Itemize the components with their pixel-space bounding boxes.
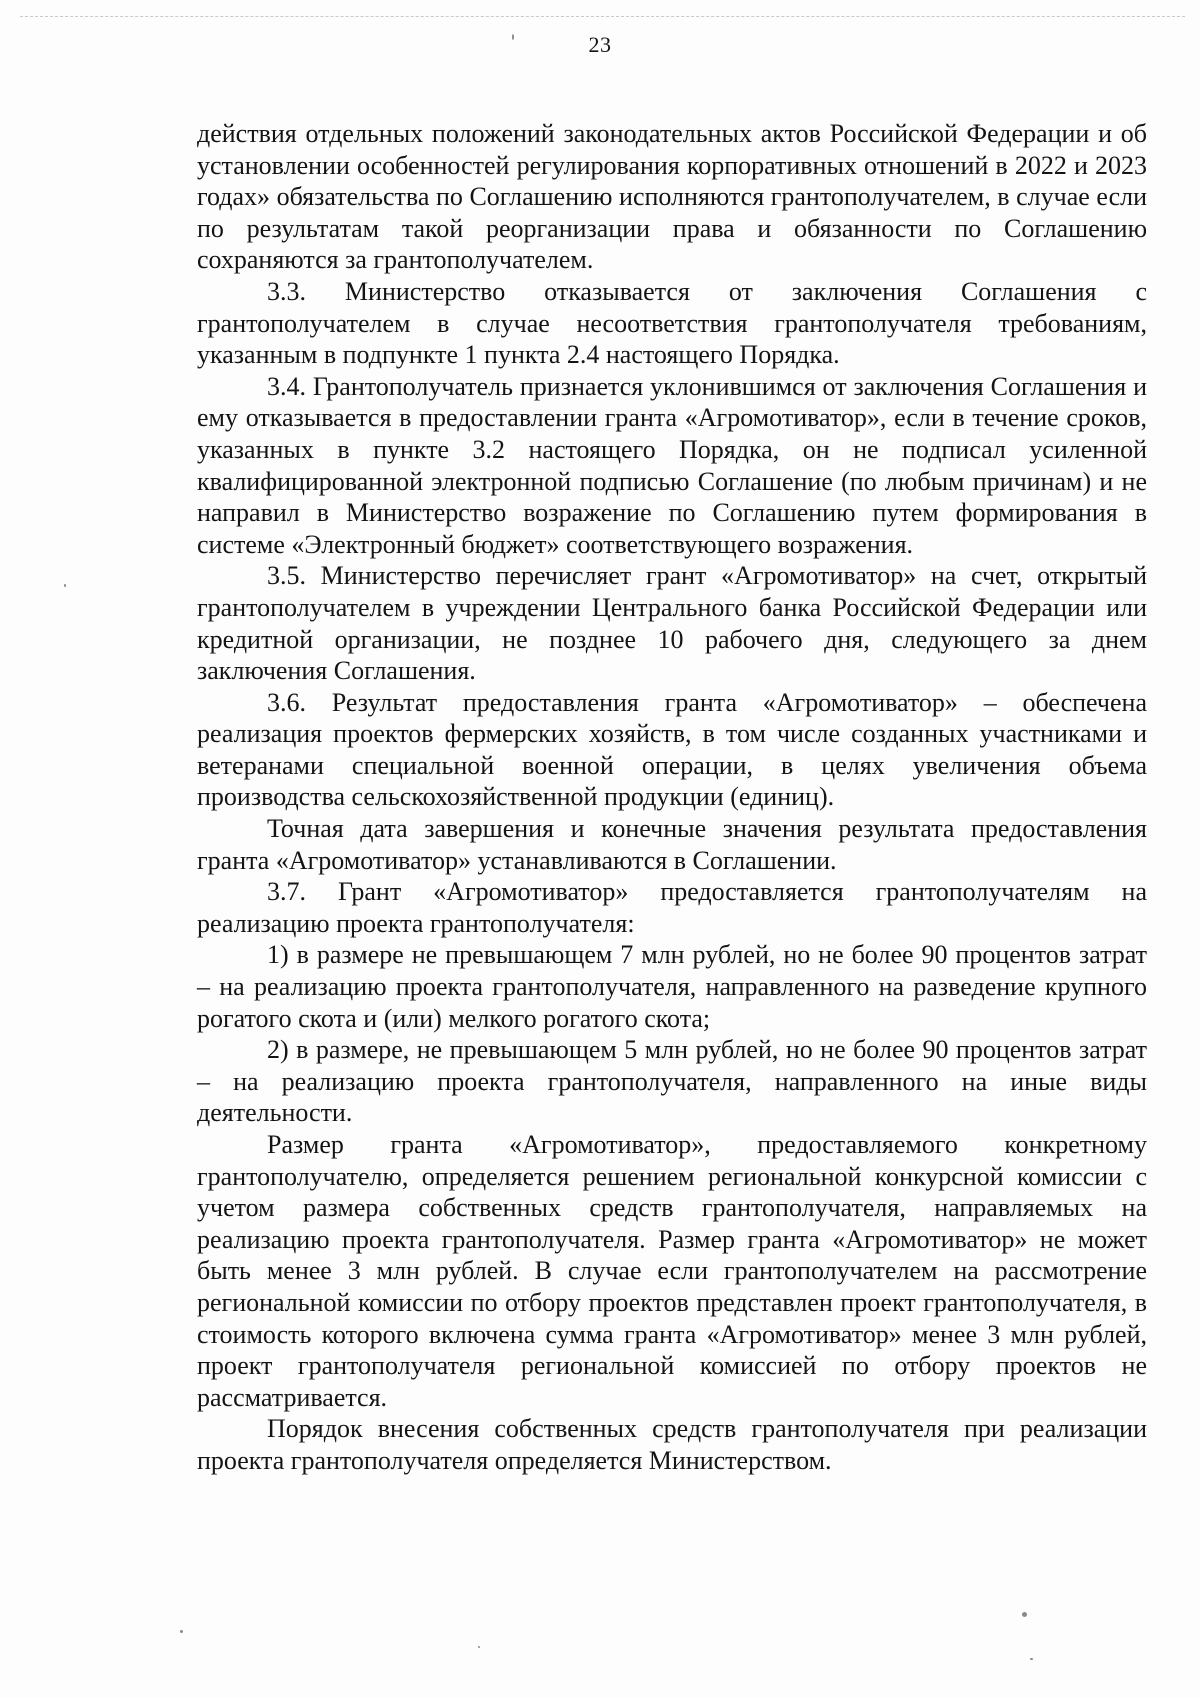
scan-speck (478, 1646, 480, 1648)
paragraph-result-date: Точная дата завершения и конечные значения результата предоставления гранта «Агромотиватор» устанавливаются в Соглашении. (197, 814, 1147, 875)
scan-top-edge (20, 16, 1185, 17)
paragraph-3-5: 3.5. Министерство перечисляет грант «Агромотиватор» на счет, открытый грантополучателем в учреждении Центрального банка Российской Федерации или кредитной организации, не позднее 10 рабочего дня, следующего за днем заключения Соглашения. (197, 561, 1147, 686)
paragraph-3-3: 3.3. Министерство отказывается от заключения Соглашения с грантополучателем в случае несоответствия грантополучателя требованиям, указанным в подпункте 1 пункта 2.4 настоящего Порядка. (197, 276, 1147, 370)
list-item-1: 1) в размере не превышающем 7 млн рублей, но не более 90 процентов затрат – на реализацию проекта грантополучателя, направленного на разведение крупного рогатого скота и (или) мелкого рогатого скота; (197, 940, 1147, 1033)
paragraph-3-7: 3.7. Грант «Агромотиватор» предоставляется грантополучателям на реализацию проекта грантополучателя: (197, 877, 1147, 938)
page-number: 23 (588, 32, 612, 57)
scan-speck (512, 34, 514, 40)
paragraph-grant-size: Размер гранта «Агромотиватор», предоставляемого конкретному грантополучателю, определяется решением региональной конкурсной комиссии с учетом размера собственных средств грантополучателя, направляемых на реализацию проекта грантополучателя. Размер гранта «Агромотиватор» не может быть менее 3 млн рублей. В случае если грантополучателем на рассмотрение региональной комиссии по отбору проектов представлен проект грантополучателя, в стоимость которого включена сумма гранта «Агромотиватор» менее 3 млн рублей, проект грантополучателя региональной комиссией по отбору проектов не рассматривается. (197, 1130, 1147, 1412)
scan-speck (64, 584, 66, 587)
scan-speck (180, 1630, 183, 1633)
scan-speck (1030, 1658, 1033, 1660)
paragraph-3-4: 3.4. Грантополучатель признается уклонившимся от заключения Соглашения и ему отказывается в предоставлении гранта «Агромотиватор», если в течение сроков, указанных в пункте 3.2 настоящего Порядка, он не подписал усиленной квалифицированной электронной подписью Соглашение (по любым причинам) и не направил в Министерство возражение по Соглашению путем формирования в системе «Электронный бюджет» соответствующего возражения. (197, 371, 1147, 559)
scan-speck (1022, 1612, 1027, 1617)
paragraph-continuation: действия отдельных положений законодательных актов Российской Федерации и об установлении особенностей регулирования корпоративных отношений в 2022 и 2023 годах» обязательства по Соглашению исполняются грантополучателем, в случае если по результатам такой реорганизации права и обязанности по Соглашению сохраняются за грантополучателем. (197, 119, 1147, 275)
document-body (197, 118, 1147, 1477)
list-item-2: 2) в размере, не превышающем 5 млн рублей, но не более 90 процентов затрат – на реализацию проекта грантополучателя, направленного на иные виды деятельности. (197, 1035, 1147, 1128)
paragraph-own-funds: Порядок внесения собственных средств грантополучателя при реализации проекта грантополучателя определяется Министерством. (197, 1414, 1147, 1475)
paragraph-3-6: 3.6. Результат предоставления гранта «Агромотиватор» – обеспечена реализация проектов фермерских хозяйств, в том числе созданных участниками и ветеранами специальной военной операции, в целях увеличения объема производства сельскохозяйственной продукции (единиц). (197, 687, 1147, 812)
